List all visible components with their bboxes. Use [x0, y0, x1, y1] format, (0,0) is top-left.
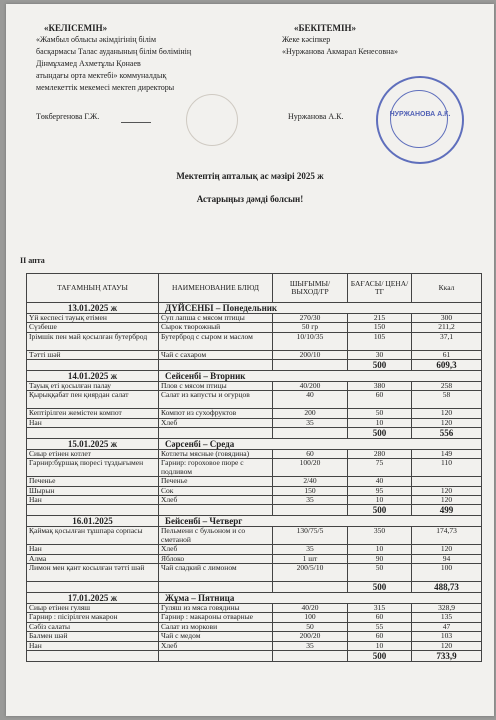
portion-cell: 200/5/10 [273, 564, 348, 582]
portion-cell: 150 [273, 486, 348, 495]
portion-cell: 100/20 [273, 459, 348, 477]
portion-cell: 50 [273, 622, 348, 631]
price-cell: 40 [348, 477, 412, 486]
total-kcal: 733,9 [412, 650, 482, 661]
dish-name-kz: Сиыр етінен гуляш [27, 603, 159, 612]
table-row [27, 323, 482, 332]
dish-name-ru: Печенье [159, 477, 273, 486]
total-spacer [27, 360, 159, 371]
portion-cell: 200 [273, 409, 348, 418]
portion-cell: 35 [273, 418, 348, 427]
table-row [27, 450, 482, 459]
total-kcal: 499 [412, 505, 482, 516]
table-row [27, 632, 482, 641]
portion-cell: 50 гр [273, 323, 348, 332]
price-cell: 105 [348, 332, 412, 350]
price-cell: 75 [348, 459, 412, 477]
kcal-cell: 174,73 [412, 527, 482, 545]
dish-name-ru: Хлеб [159, 545, 273, 554]
table-row [27, 418, 482, 427]
dish-name-ru: Хлеб [159, 418, 273, 427]
price-cell: 90 [348, 554, 412, 563]
table-row [27, 545, 482, 554]
dish-name-ru: Гарнир : макароны отварные [159, 613, 273, 622]
dish-name-kz: Ірімшік пен май қосылған бутерброд [27, 332, 159, 350]
total-spacer [159, 505, 273, 516]
dish-name-kz: Сәбіз салаты [27, 622, 159, 631]
day-date: 17.01.2025 ж [27, 592, 159, 603]
kcal-cell [412, 477, 482, 486]
dish-name-ru: Сок [159, 486, 273, 495]
dish-name-ru: Суп лапша с мясом птицы [159, 314, 273, 323]
table-row [27, 641, 482, 650]
portion-cell: 100 [273, 613, 348, 622]
menu-body [27, 303, 482, 662]
table-row [27, 613, 482, 622]
total-price: 500 [348, 360, 412, 371]
total-row [27, 650, 482, 661]
dish-name-ru: Чай с медом [159, 632, 273, 641]
kcal-cell: 120 [412, 641, 482, 650]
day-date: 16.01.2025 [27, 516, 159, 527]
dish-name-ru: Салат из капусты и огурцов [159, 391, 273, 409]
total-spacer [159, 581, 273, 592]
kcal-cell: 100 [412, 564, 482, 582]
approval-line: «Нуржанова Акмарал Кенесовна» [282, 47, 398, 56]
total-spacer [159, 650, 273, 661]
dish-name-ru: Гуляш из мяса говядины [159, 603, 273, 612]
dish-name-kz: Печенье [27, 477, 159, 486]
portion-cell: 35 [273, 641, 348, 650]
dish-name-kz: Лимон мен қант косылған тәтті шәй [27, 564, 159, 582]
kcal-cell: 37,1 [412, 332, 482, 350]
table-row [27, 564, 482, 582]
dish-name-kz: Шырын [27, 486, 159, 495]
price-cell: 215 [348, 314, 412, 323]
dish-name-kz: Үй кеспесі тауық етімен [27, 314, 159, 323]
price-cell: 30 [348, 350, 412, 359]
portion-cell: 130/75/5 [273, 527, 348, 545]
total-spacer [273, 505, 348, 516]
dish-name-kz: Нан [27, 545, 159, 554]
price-cell: 280 [348, 450, 412, 459]
table-row [27, 382, 482, 391]
dish-name-kz: Қырыққабат пен қиярдан салат [27, 391, 159, 409]
menu-subtitle: Астарыңыз дәмді болсын! [196, 194, 304, 204]
kcal-cell: 149 [412, 450, 482, 459]
dish-name-ru: Чай с сахаром [159, 350, 273, 359]
portion-cell: 40/200 [273, 382, 348, 391]
portion-cell: 35 [273, 545, 348, 554]
column-header: НАИМЕНОВАНИЕ БЛЮД [159, 274, 273, 303]
table-row [27, 314, 482, 323]
day-header-row [27, 439, 482, 450]
price-cell: 50 [348, 409, 412, 418]
portion-cell: 60 [273, 450, 348, 459]
week-label: II апта [20, 256, 45, 265]
kcal-cell: 47 [412, 622, 482, 631]
total-spacer [273, 428, 348, 439]
agreement-line: басқармасы Талас ауданының білім бөлімінің [36, 47, 192, 56]
seal-name: НУРЖАНОВА А.К. [389, 111, 451, 118]
table-row [27, 477, 482, 486]
day-date: 14.01.2025 ж [27, 371, 159, 382]
kcal-cell: 120 [412, 418, 482, 427]
portion-cell: 2/40 [273, 477, 348, 486]
dish-name-ru: Хлеб [159, 496, 273, 505]
menu-table [26, 273, 482, 662]
day-header-row [27, 516, 482, 527]
total-row [27, 428, 482, 439]
dish-name-kz: Алма [27, 554, 159, 563]
dish-name-kz: Кептірілген жемістен компот [27, 409, 159, 418]
price-cell: 95 [348, 486, 412, 495]
total-price: 500 [348, 650, 412, 661]
column-header: БАҒАСЫ/ ЦЕНА/ТГ [348, 274, 412, 303]
total-price: 500 [348, 581, 412, 592]
dish-name-ru: Хлеб [159, 641, 273, 650]
total-row [27, 505, 482, 516]
kcal-cell: 328,9 [412, 603, 482, 612]
day-name: Сейсенбі – Вторник [159, 371, 482, 382]
dish-name-kz: Нан [27, 418, 159, 427]
seal-stamp [376, 76, 464, 164]
dish-name-ru: Пельмени с бульоном и со сметаной [159, 527, 273, 545]
total-row [27, 581, 482, 592]
kcal-cell: 300 [412, 314, 482, 323]
price-cell: 10 [348, 418, 412, 427]
table-row [27, 391, 482, 409]
day-name: Жұма – Пятница [159, 592, 482, 603]
dish-name-kz: Тәтті шәй [27, 350, 159, 359]
column-header: ТАҒАМНЫҢ АТАУЫ [27, 274, 159, 303]
dish-name-kz: Нан [27, 496, 159, 505]
kcal-cell: 135 [412, 613, 482, 622]
price-cell: 315 [348, 603, 412, 612]
director-signature [121, 112, 151, 123]
day-header-row [27, 371, 482, 382]
column-header: Ккал [412, 274, 482, 303]
dish-name-ru: Плов с мясом птицы [159, 382, 273, 391]
portion-cell: 200/10 [273, 350, 348, 359]
menu-document [6, 4, 494, 716]
portion-cell: 40 [273, 391, 348, 409]
day-date: 15.01.2025 ж [27, 439, 159, 450]
total-price: 500 [348, 428, 412, 439]
price-cell: 10 [348, 641, 412, 650]
day-header-row [27, 592, 482, 603]
approval-line: Жеке кәсіпкер [282, 35, 331, 44]
kcal-cell: 61 [412, 350, 482, 359]
portion-cell: 35 [273, 496, 348, 505]
dish-name-kz: Балмен шәй [27, 632, 159, 641]
portion-cell: 270/30 [273, 314, 348, 323]
kcal-cell: 58 [412, 391, 482, 409]
agreement-signer: Төкбергенова Г.Ж. [36, 112, 100, 121]
price-cell: 60 [348, 391, 412, 409]
agreement-line: атындағы орта мектебі» коммуналдық [36, 71, 167, 80]
price-cell: 10 [348, 496, 412, 505]
kcal-cell: 120 [412, 486, 482, 495]
total-spacer [159, 360, 273, 371]
price-cell: 55 [348, 622, 412, 631]
kcal-cell: 94 [412, 554, 482, 563]
total-spacer [273, 360, 348, 371]
table-row [27, 496, 482, 505]
table-row [27, 486, 482, 495]
kcal-cell: 211,2 [412, 323, 482, 332]
table-row [27, 554, 482, 563]
approval-block [282, 22, 398, 58]
day-name: ДҮЙСЕНБІ – Понедельник [159, 303, 482, 314]
dish-name-ru: Компот из сухофруктов [159, 409, 273, 418]
column-header: ШЫҒЫМЫ/ ВЫХОД/ГР [273, 274, 348, 303]
kcal-cell: 258 [412, 382, 482, 391]
dish-name-kz: Қаймақ қосылған тұшпара сорпасы [27, 527, 159, 545]
day-date: 13.01.2025 ж [27, 303, 159, 314]
dish-name-kz: Гарнир : пісірілген макарон [27, 613, 159, 622]
dish-name-kz: Тауық еті қосылған палау [27, 382, 159, 391]
kcal-cell: 120 [412, 409, 482, 418]
approval-title: «БЕКІТЕМІН» [294, 23, 356, 33]
table-row [27, 459, 482, 477]
agreement-block [36, 22, 191, 94]
price-cell: 150 [348, 323, 412, 332]
kcal-cell: 103 [412, 632, 482, 641]
total-spacer [27, 428, 159, 439]
price-cell: 10 [348, 545, 412, 554]
dish-name-ru: Бутерброд с сыром и маслом [159, 332, 273, 350]
portion-cell: 40/20 [273, 603, 348, 612]
agreement-title: «КЕЛІСЕМІН» [44, 23, 108, 33]
kcal-cell: 110 [412, 459, 482, 477]
approval-signer: Нуржанова А.К. [288, 112, 344, 121]
dish-name-ru: Котлеты мясные (говядина) [159, 450, 273, 459]
kcal-cell: 120 [412, 545, 482, 554]
agreement-line: мемлекеттік мекемесі мектеп директоры [36, 83, 175, 92]
dish-name-kz: Сиыр етінен котлет [27, 450, 159, 459]
table-row [27, 527, 482, 545]
price-cell: 380 [348, 382, 412, 391]
total-spacer [27, 505, 159, 516]
table-row [27, 332, 482, 350]
day-name: Бейсенбі – Четверг [159, 516, 482, 527]
total-kcal: 609,3 [412, 360, 482, 371]
dish-name-kz: Гарнир:бұршақ пюресі тұздығымен [27, 459, 159, 477]
price-cell: 60 [348, 613, 412, 622]
faint-stamp [186, 94, 238, 146]
total-spacer [159, 428, 273, 439]
dish-name-ru: Гарнир: гороховое пюре с подливом [159, 459, 273, 477]
agreement-line: «Жамбыл облысы әкімдігінің білім [36, 35, 157, 44]
total-kcal: 556 [412, 428, 482, 439]
table-header-row [27, 274, 482, 303]
dish-name-kz: Сүзбеше [27, 323, 159, 332]
price-cell: 350 [348, 527, 412, 545]
dish-name-kz: Нан [27, 641, 159, 650]
dish-name-ru: Яблоко [159, 554, 273, 563]
total-kcal: 488,73 [412, 581, 482, 592]
day-header-row [27, 303, 482, 314]
total-spacer [273, 650, 348, 661]
total-row [27, 360, 482, 371]
total-spacer [27, 581, 159, 592]
dish-name-ru: Сырок творожный [159, 323, 273, 332]
price-cell: 50 [348, 564, 412, 582]
dish-name-ru: Чай сладкий с лимоном [159, 564, 273, 582]
table-row [27, 350, 482, 359]
dish-name-ru: Салат из моркови [159, 622, 273, 631]
total-spacer [273, 581, 348, 592]
menu-title: Мектептің апталық ас мәзірі 2025 ж [176, 171, 324, 181]
portion-cell: 10/10/35 [273, 332, 348, 350]
agreement-line: Дінмұхамед Ахметұлы Қонаев [36, 59, 141, 68]
portion-cell: 200/20 [273, 632, 348, 641]
day-name: Сәрсенбі – Среда [159, 439, 482, 450]
total-spacer [27, 650, 159, 661]
portion-cell: 1 шт [273, 554, 348, 563]
kcal-cell: 120 [412, 496, 482, 505]
table-row [27, 603, 482, 612]
table-row [27, 409, 482, 418]
price-cell: 60 [348, 632, 412, 641]
total-price: 500 [348, 505, 412, 516]
table-row [27, 622, 482, 631]
